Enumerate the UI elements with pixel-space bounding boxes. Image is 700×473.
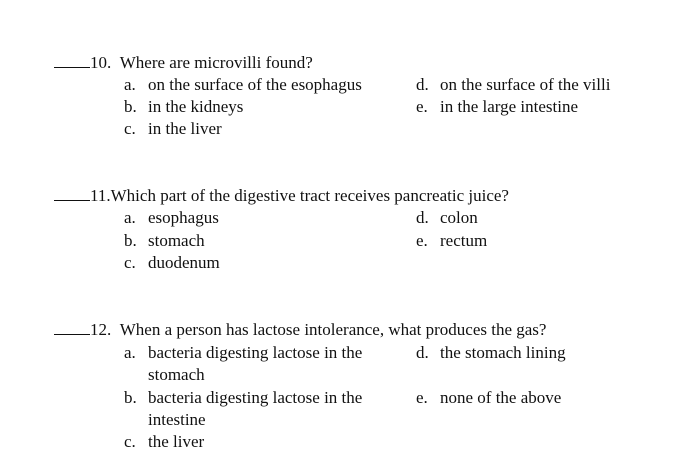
answer-blank[interactable] xyxy=(54,185,90,201)
question-11-stem xyxy=(54,185,509,207)
option-letter: b. xyxy=(124,97,137,116)
option-letter: e. xyxy=(416,388,428,407)
option-text: rectum xyxy=(440,231,488,250)
option-text: on the surface of the esophagus xyxy=(148,75,362,94)
option-text: none of the above xyxy=(440,388,562,407)
option-letter: a. xyxy=(124,75,136,94)
option-letter: c. xyxy=(124,253,136,272)
option-text: the liver xyxy=(148,432,205,451)
question-text: Which part of the digestive tract receives pancreatic juice? xyxy=(110,186,509,205)
option-text: on the surface of the villi xyxy=(440,75,611,94)
option-text: duodenum xyxy=(148,253,220,272)
answer-blank[interactable] xyxy=(54,319,90,335)
option-text: bacteria digesting lactose in the stomach xyxy=(148,343,363,384)
question-number: 10. xyxy=(90,53,112,72)
option-letter: b. xyxy=(124,388,137,407)
question-number: 11. xyxy=(90,186,111,205)
question-12-stem xyxy=(54,319,546,341)
question-10-stem xyxy=(54,52,313,74)
option-letter: b. xyxy=(124,231,137,250)
question-text: When a person has lactose intolerance, what produces the gas? xyxy=(119,320,547,339)
option-text: stomach xyxy=(148,231,205,250)
option-letter: a. xyxy=(124,208,136,227)
option-text: the stomach lining xyxy=(440,343,566,362)
option-letter: c. xyxy=(124,432,136,451)
option-text: esophagus xyxy=(148,208,219,227)
option-letter: e. xyxy=(416,97,428,116)
option-letter: e. xyxy=(416,231,428,250)
question-number: 12. xyxy=(90,320,112,339)
option-letter: d. xyxy=(416,208,429,227)
option-letter: c. xyxy=(124,119,136,138)
option-letter: d. xyxy=(416,75,429,94)
option-text: in the liver xyxy=(148,119,222,138)
question-text: Where are microvilli found? xyxy=(119,53,313,72)
answer-blank[interactable] xyxy=(54,52,90,68)
option-letter: a. xyxy=(124,343,136,362)
option-text: in the kidneys xyxy=(148,97,244,116)
option-text: bacteria digesting lactose in the intestine xyxy=(148,388,363,429)
option-text: in the large intestine xyxy=(440,97,579,116)
option-text: colon xyxy=(440,208,478,227)
option-letter: d. xyxy=(416,343,429,362)
